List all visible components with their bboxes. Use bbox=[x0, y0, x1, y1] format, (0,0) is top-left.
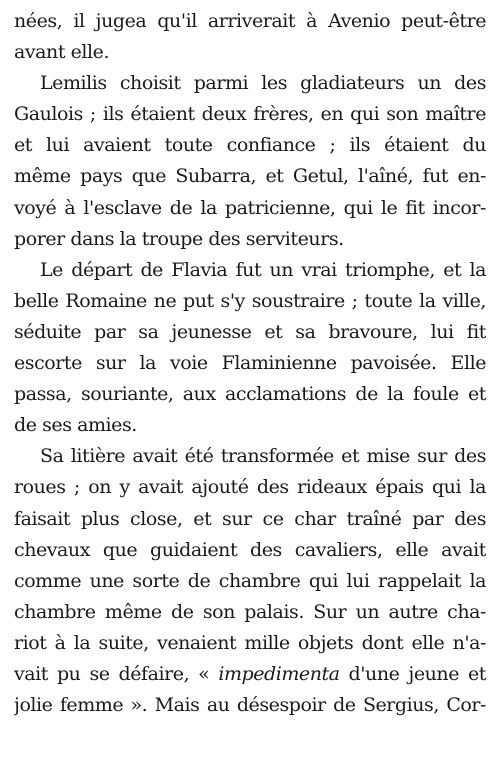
text-line: riot à la suite, venaient mille objets dont elle n'a- bbox=[14, 631, 486, 654]
text-line: roues ; on y avait ajouté des rideaux épais qui la bbox=[14, 476, 486, 499]
text-line: Le départ de Flavia fut un vrai triomphe, et la bbox=[40, 258, 486, 281]
text-line: belle Romaine ne put s'y soustraire ; toute la ville, bbox=[14, 289, 486, 312]
text-line: et lui avaient toute confiance ; ils étaient du bbox=[14, 134, 486, 157]
text-line: comme une sorte de chambre qui lui rappelait la bbox=[14, 569, 486, 592]
text-line: passa, souriante, aux acclamations de la foule et bbox=[14, 383, 486, 406]
text-line: de ses amies. bbox=[14, 414, 137, 437]
text-line: chevaux que guidaient des cavaliers, elle avait bbox=[14, 538, 486, 561]
text-line: Lemilis choisit parmi les gladiateurs un des bbox=[40, 72, 486, 95]
text-line: avant elle. bbox=[14, 41, 110, 64]
text-line: même pays que Subarra, et Getul, l'aîné, fut en- bbox=[14, 165, 486, 188]
text-line-with-italic bbox=[14, 659, 486, 690]
paragraph-4 bbox=[14, 441, 486, 721]
text-line: Sa litière avait été transformée et mise sur des bbox=[40, 445, 486, 468]
text-line: nées, il jugea qu'il arriverait à Avenio peut-être bbox=[14, 10, 486, 32]
text-line: séduite par sa jeunesse et sa bravoure, lui fit bbox=[14, 320, 486, 343]
text-line: porer dans la troupe des serviteurs. bbox=[14, 227, 344, 250]
text-line: jolie femme ». Mais au désespoir de Sergius, Cor- bbox=[14, 694, 486, 717]
text-line: voyé à l'esclave de la patricienne, qui le fit incor- bbox=[14, 196, 486, 219]
text-line: chambre même de son palais. Sur un autre cha- bbox=[14, 600, 486, 623]
paragraph-1 bbox=[14, 6, 486, 68]
paragraph-3 bbox=[14, 255, 486, 442]
text-run: vait pu se défaire, « bbox=[14, 662, 219, 685]
italic-term: impedimenta bbox=[218, 662, 340, 685]
text-run: d'une jeune et bbox=[339, 662, 486, 685]
paragraph-2 bbox=[14, 68, 486, 255]
text-line: Gaulois ; ils étaient deux frères, en qui son maître bbox=[14, 103, 486, 126]
text-line: escorte sur la voie Flaminienne pavoisée. Elle bbox=[14, 352, 486, 375]
text-line: faisait plus close, et sur ce char traîné par des bbox=[14, 507, 486, 530]
